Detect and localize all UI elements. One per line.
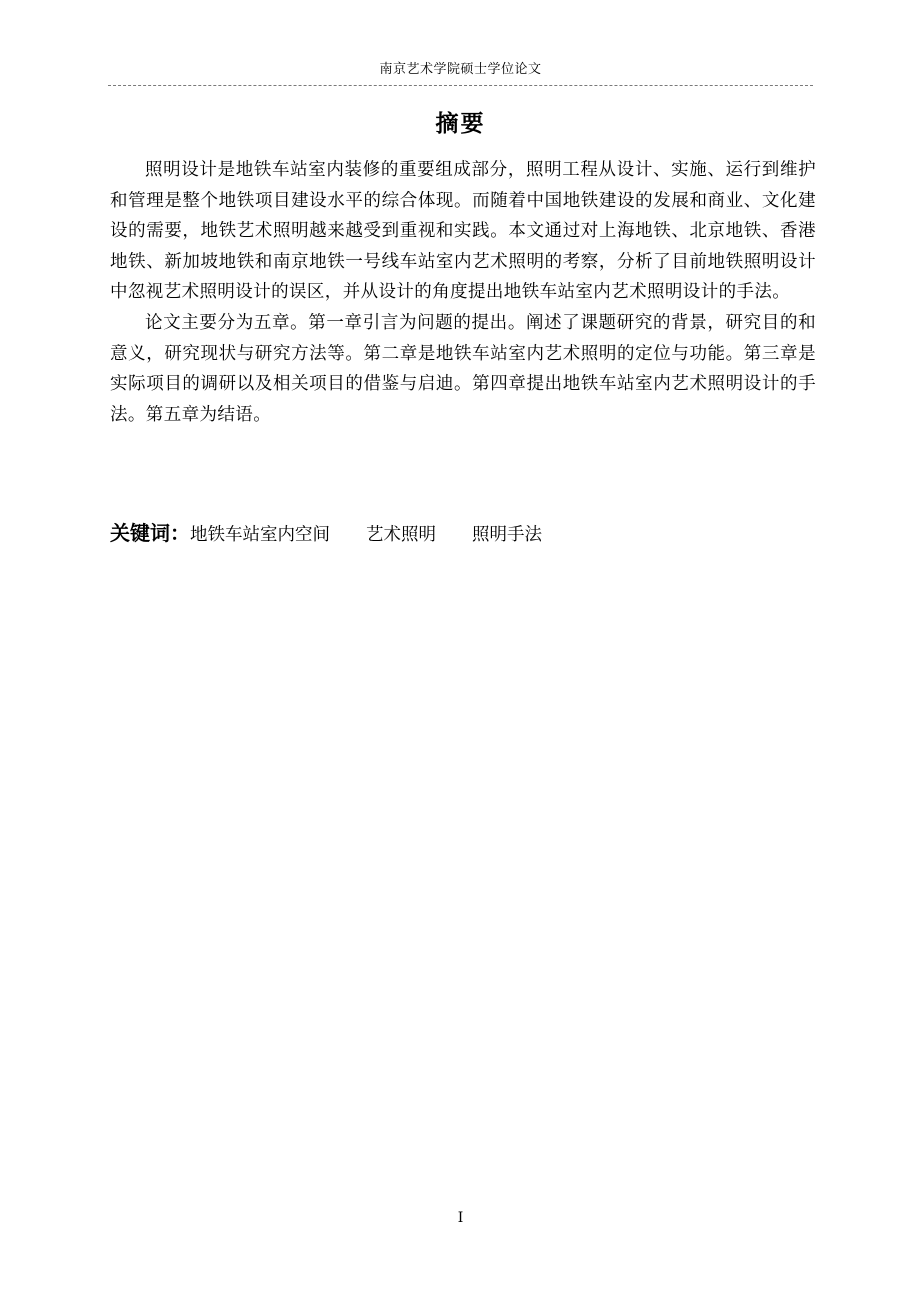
header-divider (108, 85, 813, 86)
keyword-item: 照明手法 (472, 525, 542, 545)
page-number: I (457, 1210, 464, 1226)
keyword-item: 地铁车站室内空间 (190, 525, 330, 545)
abstract-paragraph-1: 照明设计是地铁车站室内装修的重要组成部分，照明工程从设计、实施、运行到维护和管理是整个地铁项目建设水平的综合体现。而随着中国地铁建设的发展和商业、文化建设的需要，地铁艺术照明越来越受到重视和实践。本文通过对上海地铁、北京地铁、香港地铁、新加坡地铁和南京地铁一号线车站室内艺术照明的考察，分析了目前地铁照明设计中忽视艺术照明设计的误区，并从设计的角度提出地铁车站室内艺术照明设计的手法。 (110, 160, 816, 303)
keywords-line (110, 518, 816, 550)
abstract-paragraph-2: 论文主要分为五章。第一章引言为问题的提出。阐述了课题研究的背景，研究目的和意义，研究现状与研究方法等。第二章是地铁车站室内艺术照明的定位与功能。第三章是实际项目的调研以及相关项目的借鉴与启迪。第四章提出地铁车站室内艺术照明设计的手法。第五章为结语。 (110, 312, 816, 425)
running-header: 南京艺术学院硕士学位论文 (379, 62, 542, 77)
keywords-label: 关键词： (110, 521, 190, 545)
abstract-body (110, 155, 816, 430)
keyword-item: 艺术照明 (366, 525, 436, 545)
abstract-title: 摘要 (435, 111, 486, 137)
